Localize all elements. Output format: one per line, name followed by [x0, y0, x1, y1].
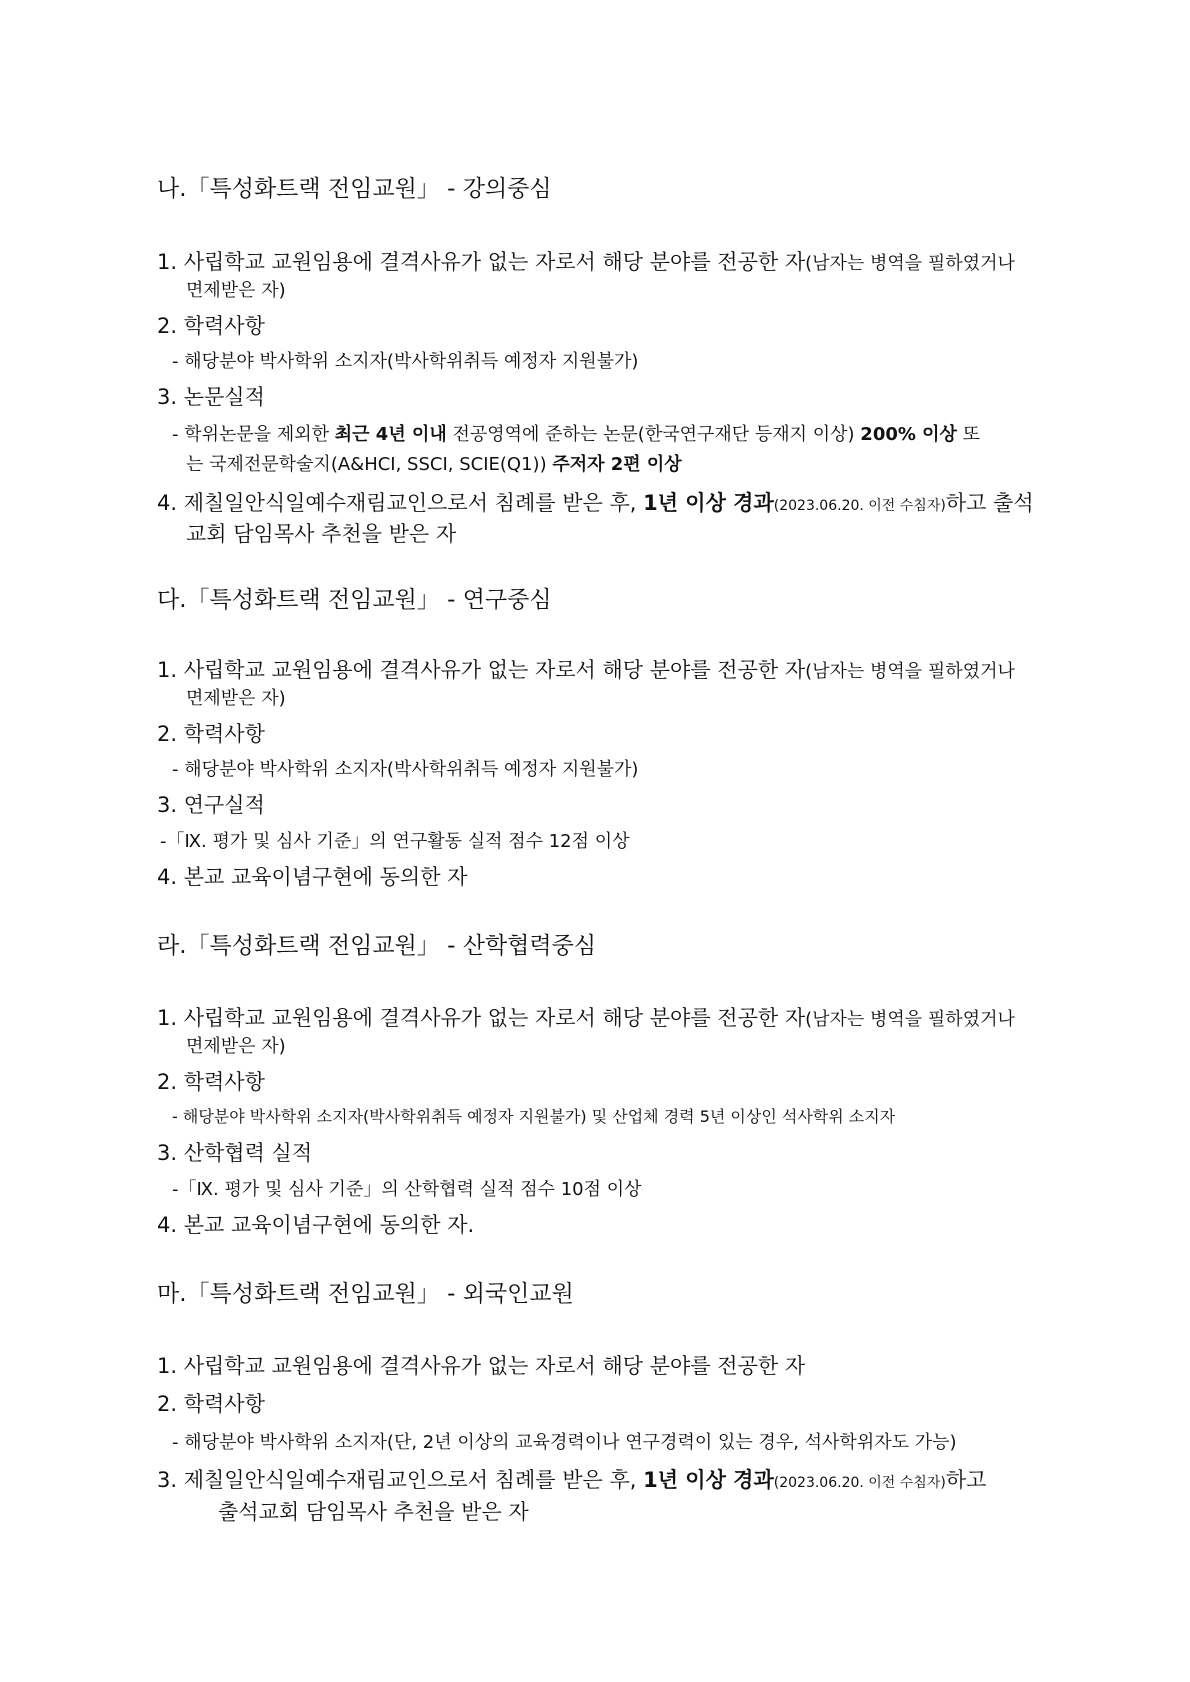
- industry-item-1: [157, 1002, 1015, 1032]
- research-item-2-sub: - 해당분야 박사학위 소지자(박사학위취득 예정자 지원불가): [172, 759, 639, 780]
- foreign-item-3-note: (2023.06.20. 이전 수침자): [773, 1475, 946, 1491]
- lecture-item-4-bold: 1년 이상 경과: [643, 491, 774, 515]
- research-item-1-text: 1. 사립학교 교원임용에 결격사유가 없는 자로서 해당 분야를 전공한 자: [157, 658, 806, 682]
- lecture-item-1-text: 1. 사립학교 교원임용에 결격사유가 없는 자로서 해당 분야를 전공한 자: [157, 250, 806, 274]
- lecture-item-4-note: (2023.06.20. 이전 수침자): [773, 498, 946, 514]
- foreign-item-2: 2. 학력사항: [157, 1392, 265, 1416]
- industry-item-1-cont: 면제받은 자): [186, 1036, 286, 1057]
- lecture-item-4-part1: 4. 제칠일안식일예수재림교인으로서 침례를 받은 후,: [157, 491, 644, 515]
- lecture-item-3-sub-part1: - 학위논문을 제외한: [172, 424, 335, 445]
- lecture-item-3: 3. 논문실적: [157, 385, 265, 409]
- industry-item-3-sub: -「Ⅸ. 평가 및 심사 기준」의 산학협력 실적 점수 10점 이상: [172, 1179, 642, 1200]
- lecture-item-3-sub-part2: 전공영역에 준하는 논문(한국연구재단 등재지 이상): [446, 424, 861, 445]
- research-item-4: 4. 본교 교육이념구현에 동의한 자: [157, 865, 468, 889]
- section-heading-research: 다.「특성화트랙 전임교원」 - 연구중심: [157, 587, 552, 613]
- research-item-1-cont: 면제받은 자): [186, 688, 286, 709]
- foreign-item-3-cont: 출석교회 담임목사 추천을 받은 자: [218, 1500, 529, 1524]
- lecture-item-3-sub-part3: 또: [956, 424, 981, 445]
- lecture-item-4-cont: 교회 담임목사 추천을 받은 자: [186, 522, 457, 546]
- research-item-3: 3. 연구실적: [157, 793, 265, 817]
- section-heading-foreign: 마.「특성화트랙 전임교원」 - 외국인교원: [157, 1281, 574, 1307]
- foreign-item-3: [157, 1464, 986, 1494]
- industry-item-2-sub: - 해당분야 박사학위 소지자(박사학위취득 예정자 지원불가) 및 산업체 경력 5년 이상인 석사학위 소지자: [172, 1107, 896, 1126]
- foreign-item-3-bold: 1년 이상 경과: [643, 1468, 774, 1492]
- lecture-item-3-cont: [186, 450, 682, 476]
- lecture-item-3-cont-part1: 는 국제전문학술지(A&HCI, SSCI, SCIE(Q1)): [186, 454, 553, 475]
- foreign-item-2-sub: - 해당분야 박사학위 소지자(단, 2년 이상의 교육경력이나 연구경력이 있는 경우, 석사학위자도 가능): [172, 1432, 957, 1453]
- lecture-item-1: [157, 246, 1015, 276]
- research-item-1: [157, 654, 1015, 684]
- lecture-item-1-note: (남자는 병역을 필하였거나: [805, 253, 1015, 274]
- lecture-item-3-sub-bold2: 200% 이상: [860, 424, 957, 445]
- research-item-2: 2. 학력사항: [157, 722, 265, 746]
- foreign-item-1: 1. 사립학교 교원임용에 결격사유가 없는 자로서 해당 분야를 전공한 자: [157, 1354, 806, 1378]
- section-heading-industry: 라.「특성화트랙 전임교원」 - 산학협력중심: [157, 933, 597, 959]
- lecture-item-3-sub: [172, 420, 980, 446]
- foreign-item-3-part1: 3. 제칠일안식일예수재림교인으로서 침례를 받은 후,: [157, 1468, 644, 1492]
- industry-item-4: 4. 본교 교육이념구현에 동의한 자.: [157, 1213, 475, 1237]
- lecture-item-2-sub: - 해당분야 박사학위 소지자(박사학위취득 예정자 지원불가): [172, 351, 639, 372]
- lecture-item-2: 2. 학력사항: [157, 314, 265, 338]
- lecture-item-3-cont-bold: 주저자 2편 이상: [552, 454, 682, 475]
- lecture-item-4-part2: 하고 출석: [945, 491, 1034, 515]
- industry-item-2: 2. 학력사항: [157, 1070, 265, 1094]
- research-item-1-note: (남자는 병역을 필하였거나: [805, 661, 1015, 682]
- industry-item-1-note: (남자는 병역을 필하였거나: [805, 1009, 1015, 1030]
- foreign-item-3-part2: 하고: [945, 1468, 987, 1492]
- lecture-item-3-sub-bold1: 최근 4년 이내: [334, 424, 447, 445]
- lecture-item-4: [157, 487, 1034, 517]
- industry-item-1-text: 1. 사립학교 교원임용에 결격사유가 없는 자로서 해당 분야를 전공한 자: [157, 1006, 806, 1030]
- section-heading-lecture: 나.「특성화트랙 전임교원」 - 강의중심: [157, 176, 552, 202]
- research-item-3-sub: -「Ⅸ. 평가 및 심사 기준」의 연구활동 실적 점수 12점 이상: [160, 831, 630, 852]
- lecture-item-1-cont: 면제받은 자): [186, 280, 286, 301]
- industry-item-3: 3. 산학협력 실적: [157, 1141, 313, 1165]
